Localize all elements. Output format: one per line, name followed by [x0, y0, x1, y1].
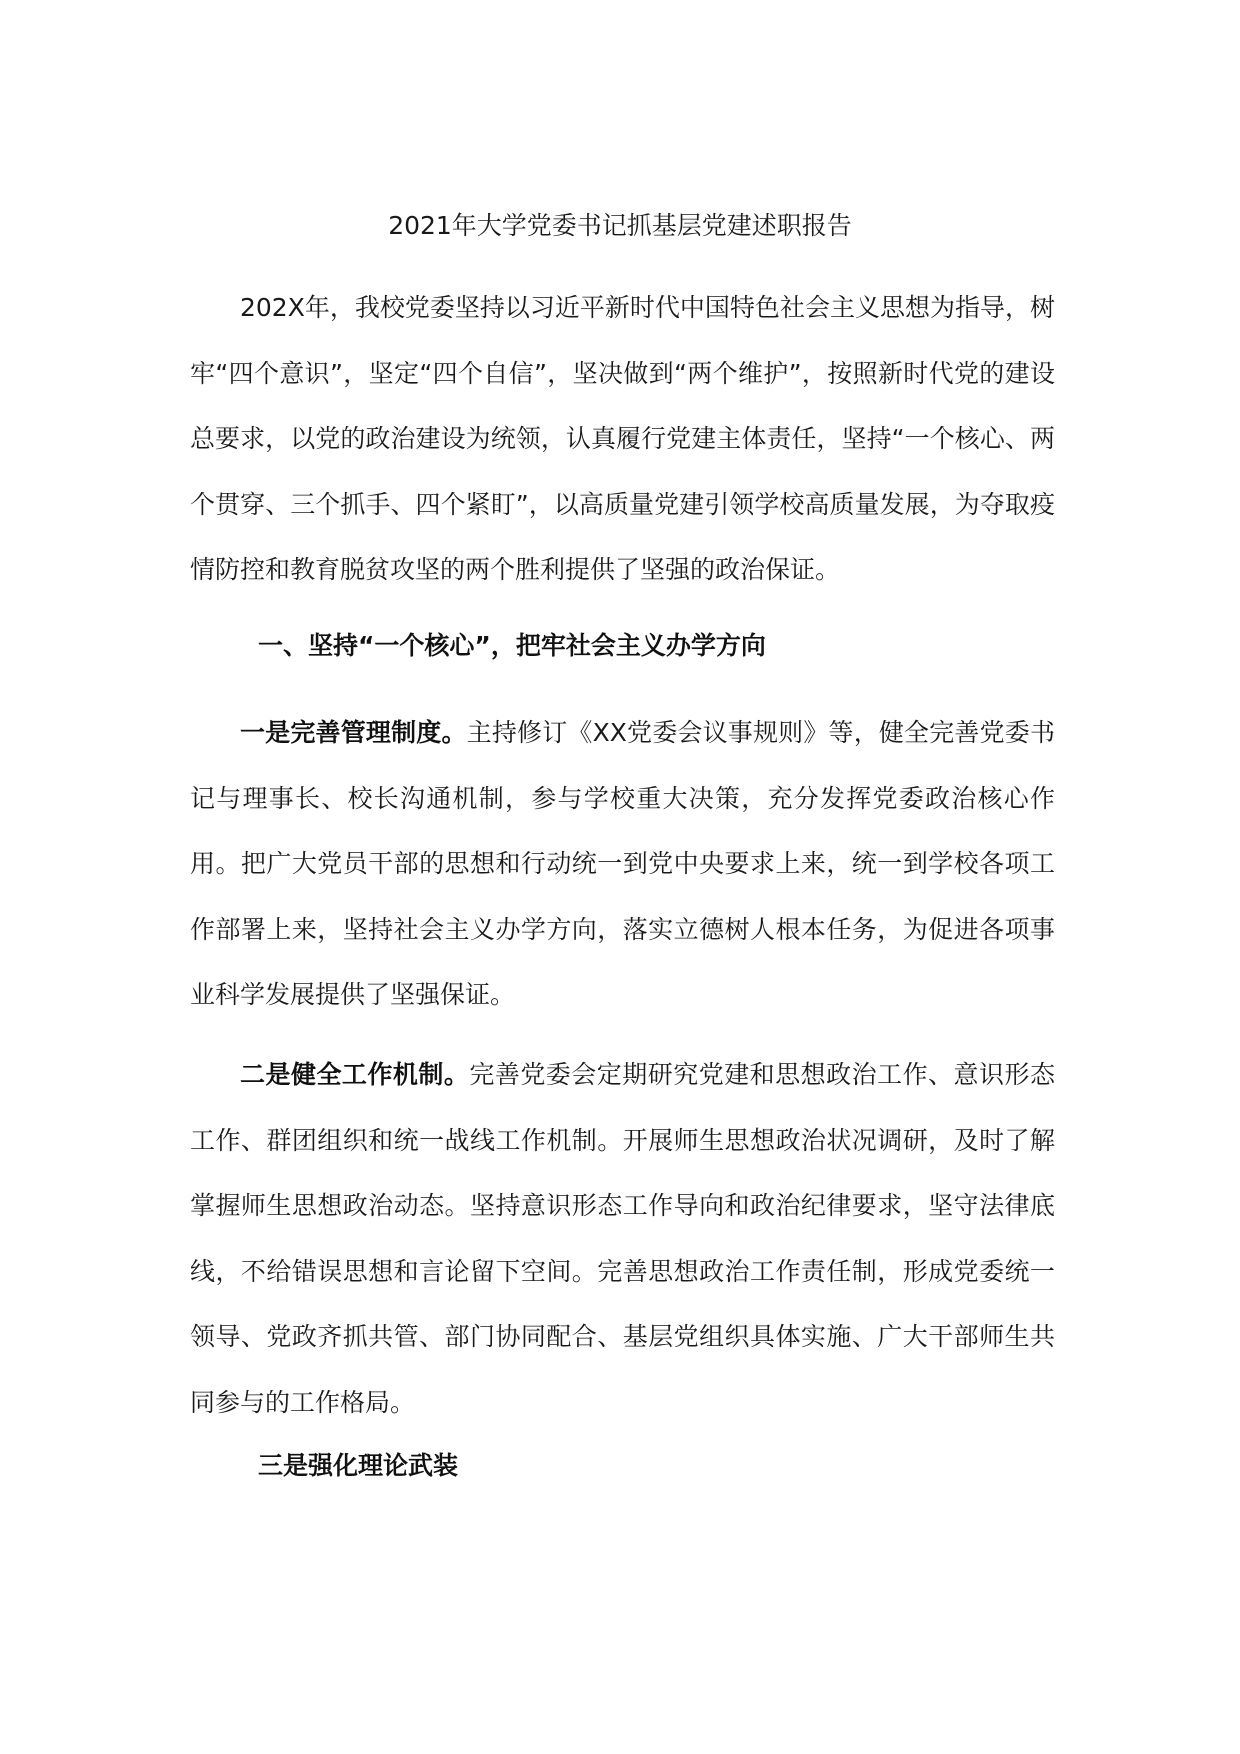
subheading-theory: 三是强化理论武装: [258, 1451, 459, 1480]
document-title: 2021年大学党委书记抓基层党建述职报告: [388, 211, 852, 240]
paragraph-management-system: [190, 700, 1055, 1028]
paragraph-lead: 二是健全工作机制。: [240, 1060, 470, 1089]
paragraph-lead: 一是完善管理制度。: [240, 718, 467, 747]
section-heading: 一、坚持“一个核心”，把牢社会主义办学方向: [258, 631, 766, 660]
paragraph-work-mechanism: [190, 1042, 1055, 1435]
paragraph-text: 完善党委会定期研究党建和思想政治工作、意识形态工作、群团组织和统一战线工作机制。开展师生思想政治状况调研，及时了解掌握师生思想政治动态。坚持意识形态工作导向和政治纪律要求，坚守法律底线，不给错误思想和言论留下空间。完善思想政治工作责任制，形成党委统一领导、党政齐抓共管、部门协同配合、基层党组织具体实施、广大干部师生共同参与的工作格局。: [190, 1060, 1055, 1417]
paragraph-text: 主持修订《XX党委会议事规则》等，健全完善党委书记与理事长、校长沟通机制，参与学校重大决策，充分发挥党委政治核心作用。把广大党员干部的思想和行动统一到党中央要求上来，统一到学校各项工作部署上来，坚持社会主义办学方向，落实立德树人根本任务，为促进各项事业科学发展提供了坚强保证。: [190, 718, 1055, 1009]
intro-paragraph: 202X年，我校党委坚持以习近平新时代中国特色社会主义思想为指导，树牢“四个意识”，坚定“四个自信”，坚决做到“两个维护”，按照新时代党的建设总要求，以党的政治建设为统领，认真履行党建主体责任，坚持“一个核心、两个贯穿、三个抓手、四个紧盯”，以高质量党建引领学校高质量发展，为夺取疫情防控和教育脱贫攻坚的两个胜利提供了坚强的政治保证。: [190, 293, 1055, 584]
